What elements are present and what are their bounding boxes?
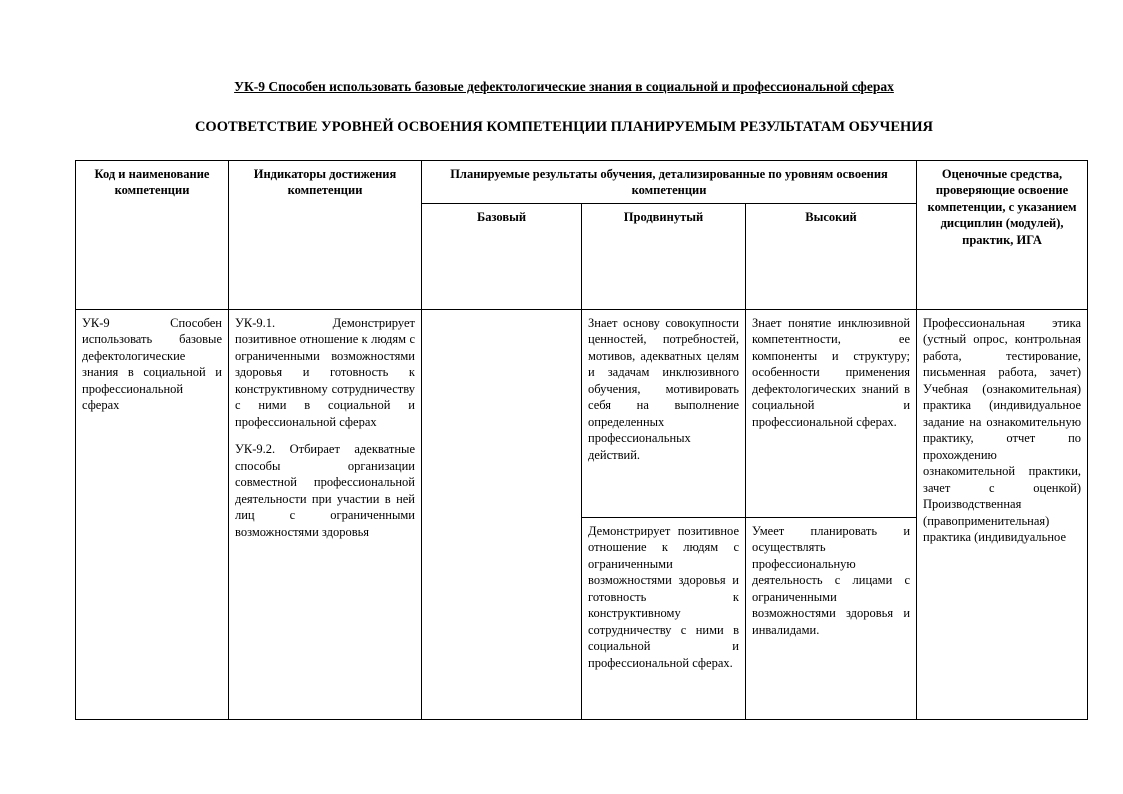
indicator-item: УК-9.1. Демонстрирует позитивное отношение к людям с ограниченными возможностями здоровья и готовность к конструктивному сотрудничеству с ними в социальной и профессиональной сферах bbox=[235, 315, 415, 429]
cell-level-high-2: Умеет планировать и осуществлять профессиональную деятельность с лицами с ограниченными возможностями здоровья и инвалидами. bbox=[746, 517, 917, 719]
cell-level-basic bbox=[422, 309, 582, 719]
cell-competence-code: УК-9 Способен использовать базовые дефектологические знания в социальной и профессиональной сферах bbox=[76, 309, 229, 719]
table-row bbox=[76, 309, 1088, 517]
header-level-basic: Базовый bbox=[422, 203, 582, 309]
header-learning-results-group: Планируемые результаты обучения, детализированные по уровням освоения компетенции bbox=[422, 160, 917, 203]
cell-level-advanced-2: Демонстрирует позитивное отношение к людям с ограниченными возможностями здоровья и готовность к конструктивному сотрудничеству с ними в социальной и профессиональной сферах. bbox=[582, 517, 746, 719]
cell-level-high-1: Знает понятие инклюзивной компетентности, ее компоненты и структуру; особенности применения дефектологических знаний в социальной и профессиональной сферах. bbox=[746, 309, 917, 517]
table-header-row-1 bbox=[76, 160, 1088, 203]
competence-matrix-table bbox=[75, 160, 1088, 720]
header-indicators: Индикаторы достижения компетенции bbox=[229, 160, 422, 309]
header-level-high: Высокий bbox=[746, 203, 917, 309]
header-level-advanced: Продвинутый bbox=[582, 203, 746, 309]
header-competence-code: Код и наименование компетенции bbox=[76, 160, 229, 309]
table-body bbox=[76, 309, 1088, 719]
page-subtitle: СООТВЕТСТВИЕ УРОВНЕЙ ОСВОЕНИЯ КОМПЕТЕНЦИИ ПЛАНИРУЕМЫМ РЕЗУЛЬТАТАМ ОБУЧЕНИЯ bbox=[194, 119, 934, 136]
page-title: УК-9 Способен использовать базовые дефектологические знания в социальной и профессиональной сферах bbox=[234, 79, 894, 94]
cell-level-advanced-1: Знает основу совокупности ценностей, потребностей, мотивов, адекватных целям и задачам инклюзивного обучения, мотивировать себя на выполнение определенных профессиональных действий. bbox=[582, 309, 746, 517]
cell-indicators bbox=[229, 309, 422, 719]
table-header bbox=[76, 160, 1088, 309]
cell-assessment-tools: Профессиональная этика (устный опрос, контрольная работа, тестирование, письменная работа, зачет) Учебная (ознакомительная) практика (индивидуальное задание на ознакомительную практику, отчет по прохождению ознакомительной практики, зачет с оценкой) Производственная (правоприменительная) практика (индивидуальное bbox=[917, 309, 1088, 719]
header-assessment-tools: Оценочные средства, проверяющие освоение компетенции, с указанием дисциплин (модулей), практик, ИГА bbox=[917, 160, 1088, 309]
indicator-item: УК-9.2. Отбирает адекватные способы организации совместной профессиональной деятельности при участии в ней лиц с ограниченными возможностями здоровья bbox=[235, 442, 415, 539]
